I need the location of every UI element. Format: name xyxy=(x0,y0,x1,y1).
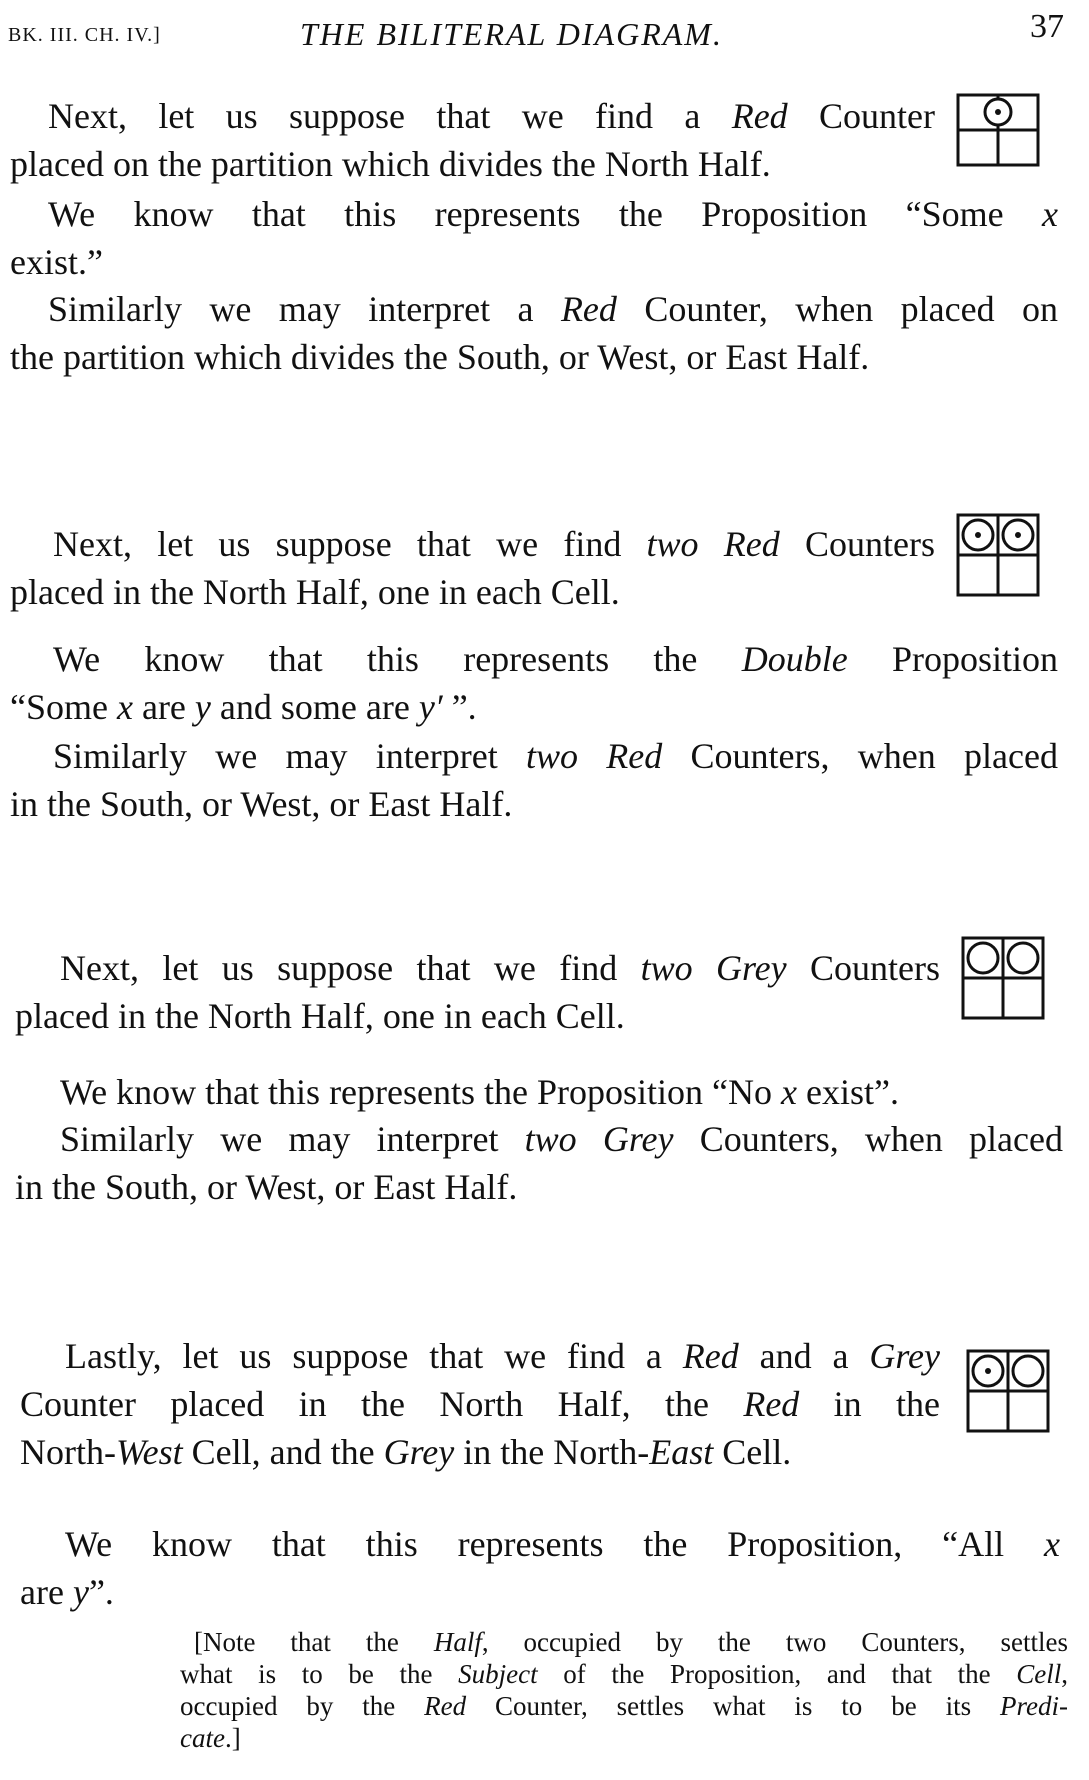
north-half-partition-red-counter-diagram xyxy=(955,92,1041,168)
page-number: 37 xyxy=(1030,8,1064,45)
section3-paragraph1: Next, let us suppose that we find two Grey Counters placed in the North Half, one in each Cell. xyxy=(15,948,940,1036)
section4-paragraph2: We know that this represents the Proposition, “All x are y”. xyxy=(20,1524,1060,1612)
section1-paragraph3: Similarly we may interpret a Red Counter, when placed on the partition which divides the South, or West, or East Half. xyxy=(10,289,1059,377)
section3-paragraph3: Similarly we may interpret two Grey Counters, when placed in the South, or West, or East Half. xyxy=(15,1119,1063,1207)
section2-paragraph2: We know that this represents the Double Proposition “Some x are y and some are y′ ”. xyxy=(10,639,1058,727)
section2-paragraph1: Next, let us suppose that we find two Red Counters placed in the North Half, one in each Cell. xyxy=(10,524,935,612)
section2-paragraph3: Similarly we may interpret two Red Counters, when placed in the South, or West, or East Half. xyxy=(10,736,1058,824)
section4-paragraph1: Lastly, let us suppose that we find a Red and a Grey Counter placed in the North Half, the Red in the North-West Cell, and the Grey in the North-East Cell. xyxy=(20,1336,940,1472)
section1-paragraph2: We know that this represents the Proposition “Some x exist.” xyxy=(10,194,1058,282)
section1-paragraph1: Next, let us suppose that we find a Red Counter placed on the partition which divides the North Half. xyxy=(10,96,936,184)
section3-paragraph2: We know that this represents the Proposition “No x exist”. xyxy=(60,1072,899,1112)
footnote-note: [Note that the Half, occupied by the two Counters, settles what is to be the Subject of the Proposition, and that the Cell, occupied by the Red Counter, settles what is to be its Predi- cate.] xyxy=(180,1627,1069,1753)
page-title: THE BILITERAL DIAGRAM. xyxy=(300,16,723,52)
north-half-two-red-counters-diagram xyxy=(955,512,1041,598)
north-half-two-grey-counters-diagram xyxy=(960,935,1046,1021)
north-half-red-and-grey-counters-diagram xyxy=(965,1348,1051,1434)
running-head: BK. III. CH. IV.] xyxy=(8,24,161,46)
page-header xyxy=(8,8,1068,54)
